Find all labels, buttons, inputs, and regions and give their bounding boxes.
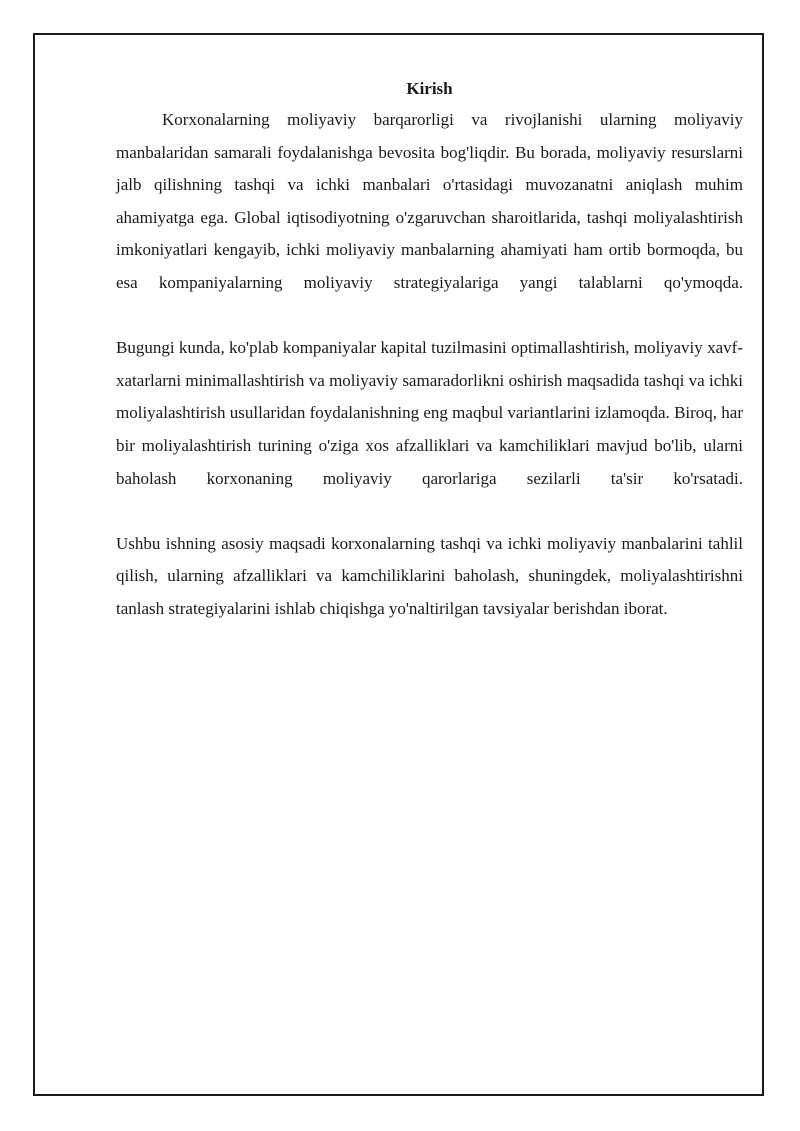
document-body [116,74,743,626]
document-title: Kirish [406,79,453,98]
paragraph-gap [116,495,743,528]
paragraph-aim: Ushbu ishning asosiy maqsadi korxonalarning tashqi va ichki moliyaviy manbalarini tahlil qilish, ularning afzalliklari va kamchiliklarini baholash, shuningdek, moliyalashtirishni tanlash strategiyalarini ishlab chiqishga yo'naltirilgan tavsiyalar berishdan iborat. [116,533,743,618]
paragraph-context: Bugungi kunda, ko'plab kompaniyalar kapital tuzilmasini optimallashtirish, moliyaviy xavf-xatarlarni minimallashtirish va moliyaviy samaradorlikni oshirish maqsadida tashqi va ichki moliyalashtirish usullaridan foydalanishning eng maqbul variantlarini izlamoqda. Biroq, har bir moliyalashtirish turining o'ziga xos afzalliklari va kamchiliklari mavjud bo'lib, ularni baholash korxonaning moliyaviy qarorlariga sezilarli ta'sir ko'rsatadi. [116,338,743,488]
paragraph-intro: Korxonalarning moliyaviy barqarorligi va rivojlanishi ularning moliyaviy manbalaridan samarali foydalanishga bevosita bog'liqdir. Bu borada, moliyaviy resurslarni jalb qilishning tashqi va ichki manbalari o'rtasidagi muvozanatni aniqlash muhim ahamiyatga ega. Global iqtisodiyotning o'zgaruvchan sharoitlarida, tashqi moliyalashtirish imkoniyatlari kengayib, ichki moliyaviy manbalarning ahamiyati ham ortib bormoqda, bu esa kompaniyalarning moliyaviy strategiyalariga yangi talablarni qo'ymoqda. [116,110,743,292]
paragraph-gap [116,300,743,333]
